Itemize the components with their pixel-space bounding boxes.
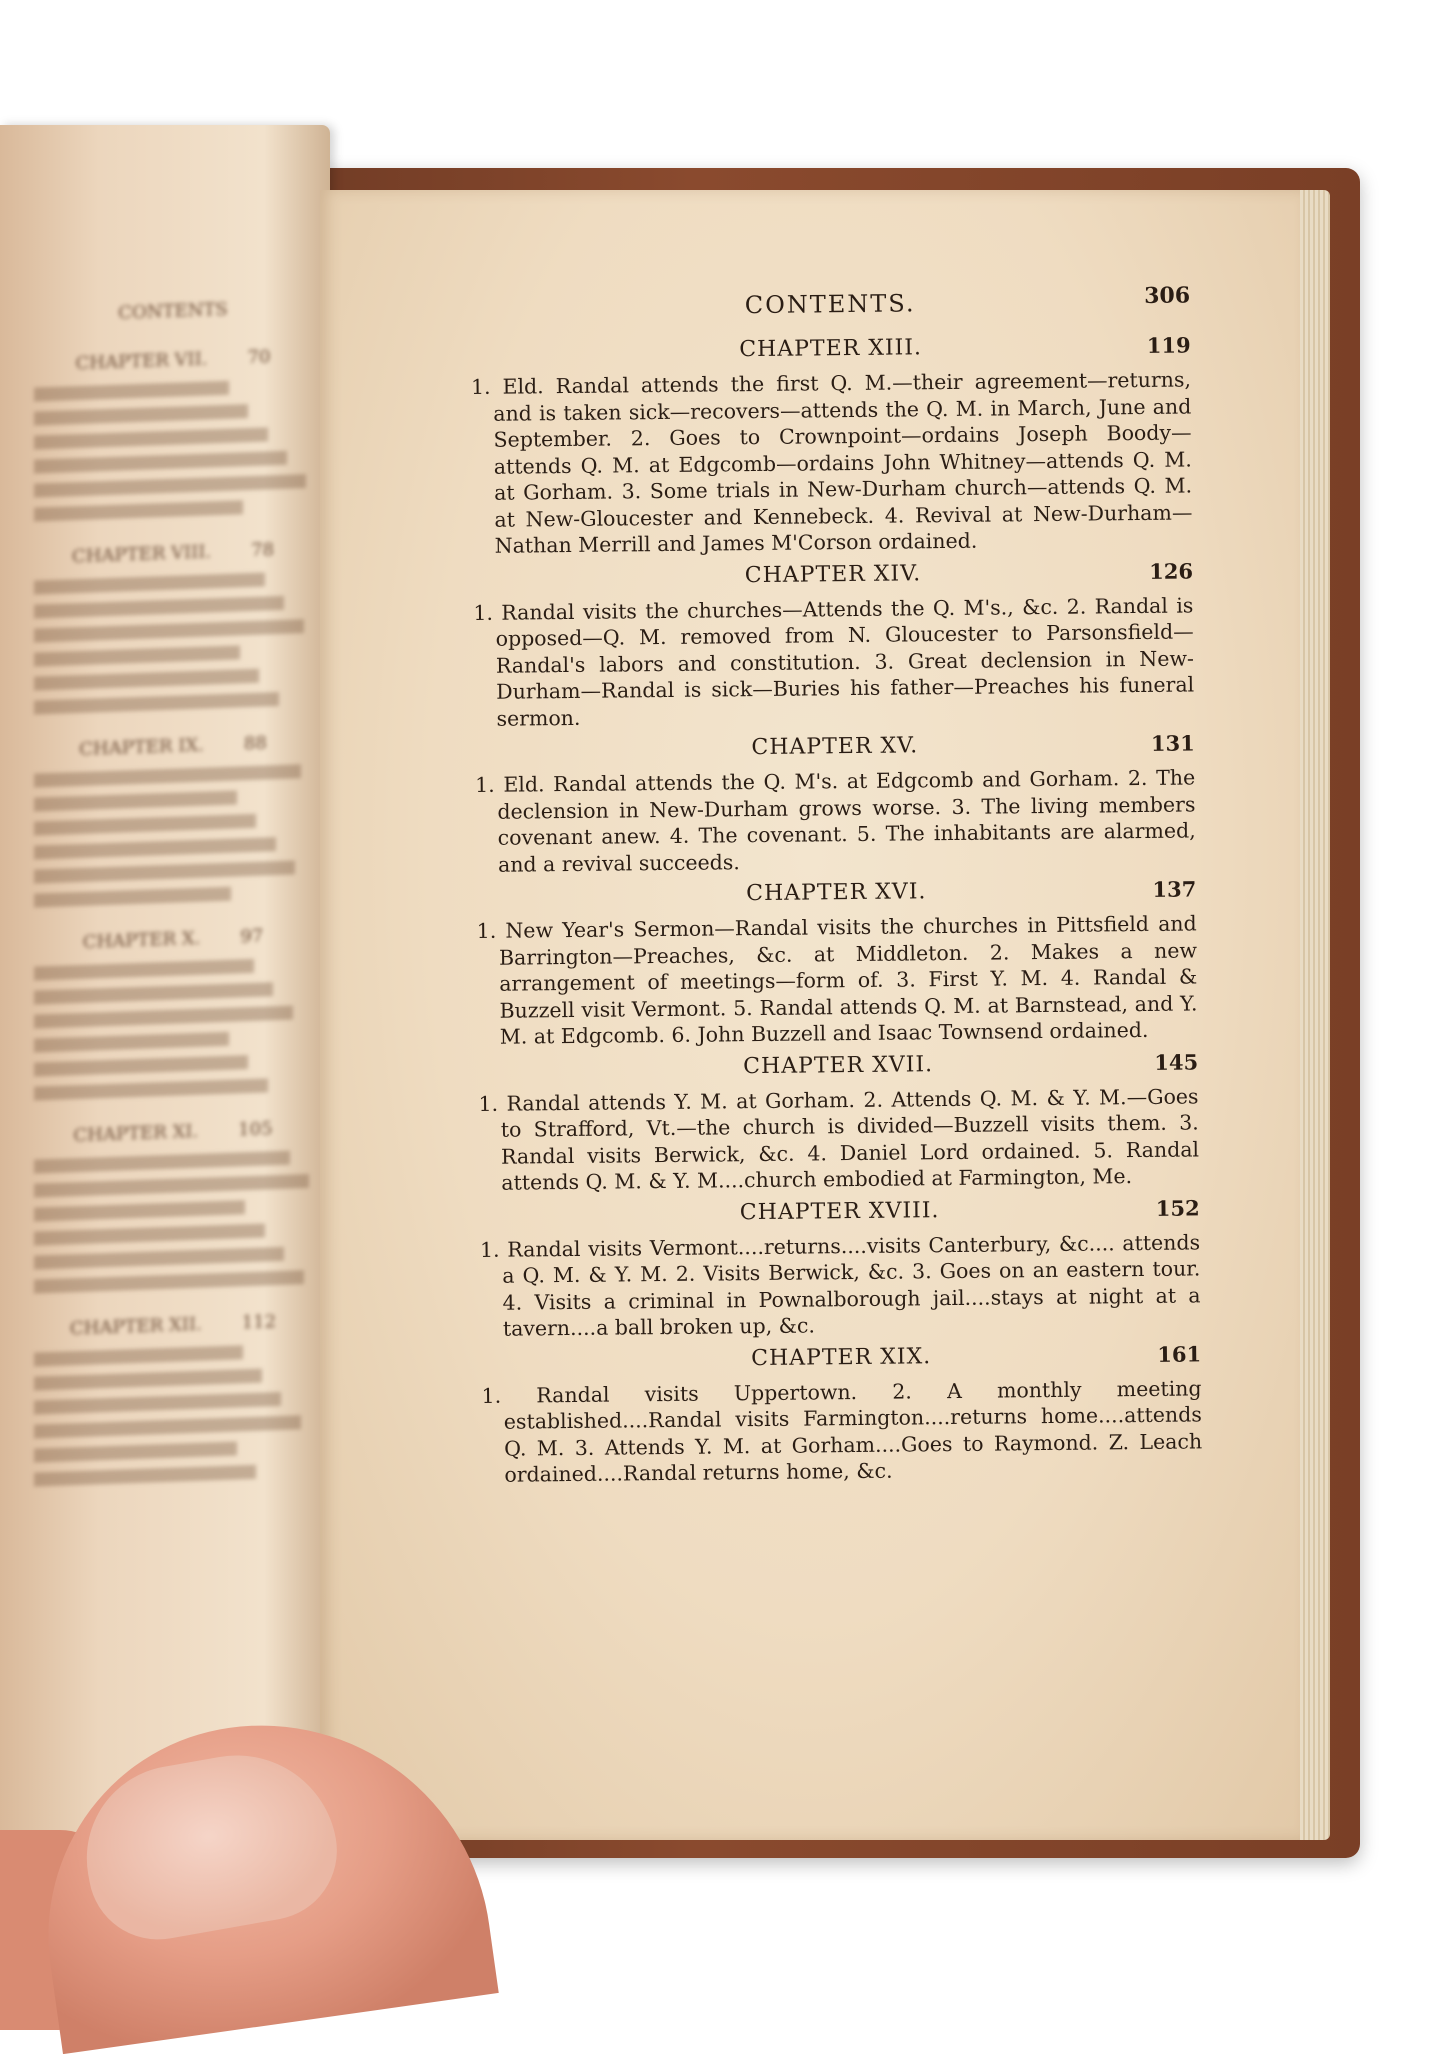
chapter-title: CHAPTER XVI.	[746, 879, 927, 907]
chapter-list	[471, 332, 1203, 1488]
page-number: 306	[1144, 282, 1191, 309]
chapter-page-number: 137	[1152, 876, 1197, 902]
blurred-text-line	[34, 1392, 281, 1415]
left-chapter-heading	[34, 922, 312, 957]
blurred-text-line	[34, 645, 240, 666]
chapter-page-number: 119	[1146, 332, 1191, 358]
blurred-text-line	[34, 959, 254, 981]
left-page	[0, 125, 330, 1945]
chapter-summary: 1. New Year's Sermon—Randal visits the churches in Pittsfield and Barrington—Preaches, &c. at Middleton. 2. Makes a new arrangement of meetings—form of. 3. First Y. M. 4. Randal & Buzzell visit Vermont. 5. Randal attends Q. M. at Barnstead, and Y. M. at Edgcomb. 6. John Buzzell and Isaac Townsend ordained.	[476, 911, 1198, 1049]
blurred-text-line	[34, 427, 268, 449]
blurred-text-line	[34, 692, 279, 715]
left-chapter-title: CHAPTER XI.	[73, 1120, 199, 1147]
contents-text	[470, 282, 1203, 1494]
chapter-title: CHAPTER XVIII.	[739, 1197, 940, 1225]
left-chapter-heading	[34, 729, 312, 764]
left-chapter-title: CHAPTER X.	[82, 927, 201, 953]
chapter-summary: 1. Eld. Randal attends the first Q. M.—their agreement—returns, and is taken sick—recovers—attends the Q. M. in March, June and September. 2. Goes to Crownpoint—ordains Joseph Boody—attends Q. M. at Edgcomb—ordains John Whitney—attends Q. M. at Gorham. 3. Some trials in New-Durham church—attends Q. M. at New-Gloucester and Kennebeck. 4. Revival at New-Durham—Nathan Merrill and James M'Corson ordained.	[470, 367, 1193, 558]
chapter-page-number: 161	[1157, 1340, 1202, 1367]
chapter-title: CHAPTER XIII.	[739, 335, 923, 363]
blurred-text-line	[34, 1441, 237, 1462]
chapter-title: CHAPTER XIV.	[744, 560, 922, 588]
chapter-summary: 1. Randal visits the churches—Attends the Q. M's., &c. 2. Randal is opposed—Q. M. removed from N. Gloucester to Parsonsfield—Randal's labors and constitution. 3. Great declension in New-Durham—Randal is sick—Buries his father—Preaches his funeral sermon.	[473, 592, 1195, 731]
left-chapter-heading	[34, 1308, 312, 1343]
blurred-text-line	[34, 1224, 265, 1246]
left-chapter-page: 105	[238, 1118, 273, 1141]
blurred-text-line	[34, 1465, 256, 1487]
blurred-text-line	[34, 500, 243, 521]
chapter-summary: 1. Randal visits Uppertown. 2. A monthly meeting established....Randal visits Farmington....returns home....attends Q. M. 3. Attends Y. M. at Gorham....Goes to Raymond. Z. Leach ordained....Randal returns home, &c.	[481, 1375, 1203, 1487]
left-chapter-heading	[34, 1115, 312, 1150]
left-chapter-page: 112	[241, 1311, 277, 1334]
blurred-text-line	[34, 1200, 245, 1221]
running-head	[470, 282, 1190, 334]
blurred-text-line	[34, 1055, 248, 1076]
blurred-text-line	[34, 790, 237, 811]
left-chapter-page: 70	[247, 346, 271, 369]
blurred-text-line	[34, 619, 304, 642]
blurred-text-line	[34, 1415, 301, 1438]
chapter-title: CHAPTER XVII.	[743, 1051, 934, 1079]
chapter-page-number: 131	[1150, 730, 1195, 756]
left-page-text	[0, 125, 330, 1488]
chapter-page-number: 152	[1155, 1194, 1200, 1221]
left-chapter-page: 78	[251, 539, 274, 561]
left-chapter-title: CHAPTER XII.	[69, 1313, 202, 1340]
blurred-text-line	[34, 1151, 290, 1174]
blurred-text-line	[34, 669, 259, 691]
left-chapter-list	[34, 343, 312, 1487]
left-chapter-title: CHAPTER VIII.	[72, 541, 212, 568]
blurred-text-line	[34, 573, 265, 595]
chapter-title: CHAPTER XIX.	[751, 1343, 932, 1371]
left-chapter-heading	[34, 536, 312, 571]
left-chapter-heading	[34, 343, 312, 378]
blurred-text-line	[34, 451, 287, 474]
left-chapter-page: 88	[243, 732, 267, 755]
chapter-page-number: 126	[1149, 557, 1194, 584]
blurred-text-line	[34, 764, 301, 787]
blurred-text-line	[34, 1345, 243, 1366]
blurred-text-line	[34, 474, 306, 498]
blurred-text-line	[34, 404, 248, 425]
left-chapter-title: CHAPTER VII.	[75, 348, 208, 375]
left-chapter-title: CHAPTER IX.	[79, 734, 204, 760]
left-running-title: CONTENTS	[118, 298, 228, 324]
blurred-text-line	[34, 381, 229, 402]
left-chapter-page: 97	[240, 925, 264, 948]
blurred-text-line	[34, 887, 231, 908]
chapter-summary: 1. Randal visits Vermont....returns....visits Canterbury, &c.... attends a Q. M. & Y. M. 2. Visits Berwick, &c. 3. Goes on an eastern tour. 4. Visits a criminal in Pownalborough jail....stays at night at a tavern....a ball broken up, &c.	[479, 1229, 1201, 1341]
running-title: CONTENTS.	[744, 289, 916, 320]
blurred-text-line	[34, 982, 273, 1004]
chapter-title: CHAPTER XV.	[751, 733, 919, 761]
blurred-text-line	[34, 837, 276, 859]
blurred-text-line	[34, 596, 284, 619]
blurred-text-line	[34, 1369, 262, 1391]
blurred-text-line	[34, 814, 256, 836]
blurred-text-line	[34, 1032, 229, 1053]
chapter-page-number: 145	[1154, 1048, 1199, 1075]
blurred-text-line	[34, 860, 295, 883]
blurred-text-line	[34, 1270, 304, 1293]
blurred-text-line	[34, 1078, 268, 1100]
chapter-summary: 1. Randal attends Y. M. at Gorham. 2. Attends Q. M. & Y. M.—Goes to Strafford, Vt.—the church is divided—Buzzell visits them. 3. Randal visits Berwick, &c. 4. Daniel Lord ordained. 5. Randal attends Q. M. & Y. M....church embodied at Farmington, Me.	[478, 1083, 1200, 1195]
blurred-text-line	[34, 1006, 293, 1029]
blurred-text-line	[34, 1247, 284, 1270]
blurred-text-line	[34, 1174, 309, 1198]
chapter-summary: 1. Eld. Randal attends the Q. M's. at Edgcomb and Gorham. 2. The declension in New-Durham grows worse. 3. The living members covenant anew. 4. The covenant. 5. The inhabitants are alarmed, and a revival succeeds.	[475, 765, 1196, 877]
